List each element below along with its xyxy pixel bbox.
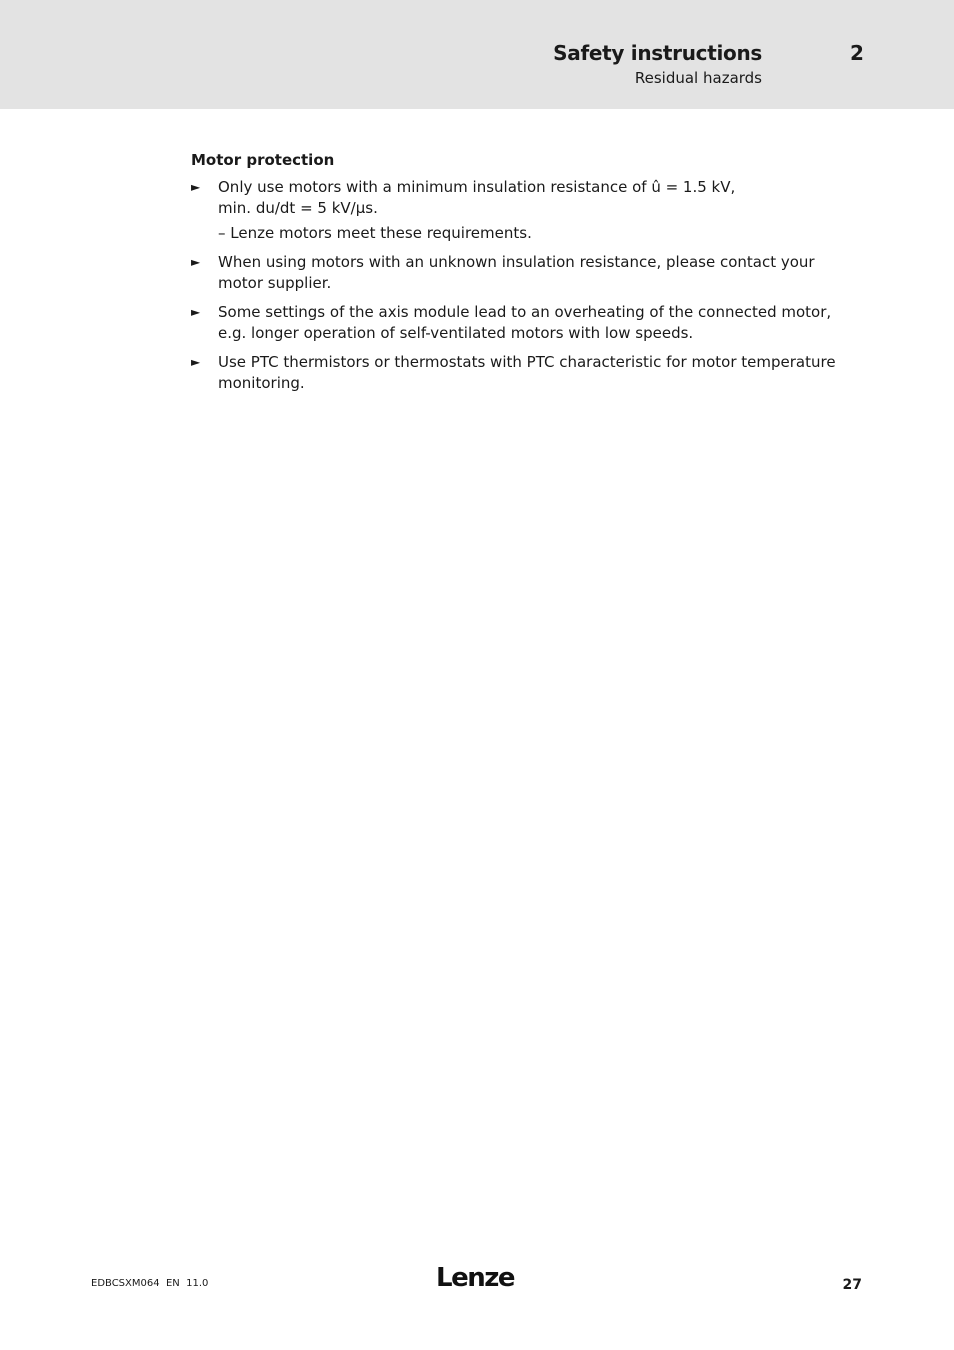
bullet-text-line: Only use motors with a minimum insulation resistance of û = 1.5 kV, bbox=[218, 178, 736, 196]
bullet-text-line: motor supplier. bbox=[218, 274, 332, 292]
lenze-logo: Lenze bbox=[436, 1263, 514, 1293]
triangle-right-icon: ► bbox=[191, 355, 201, 369]
header-band bbox=[0, 0, 954, 109]
document-id: EDBCSXM064 EN 11.0 bbox=[91, 1278, 209, 1289]
bullet-text-line: min. du/dt = 5 kV/μs. bbox=[218, 199, 378, 217]
chapter-number: 2 bbox=[850, 41, 864, 65]
section-heading: Motor protection bbox=[191, 151, 335, 169]
bullet-text-line: Use PTC thermistors or thermostats with PTC characteristic for motor temperature bbox=[218, 353, 836, 371]
list-item bbox=[191, 177, 861, 244]
chapter-title: Safety instructions bbox=[553, 41, 762, 65]
triangle-right-icon: ► bbox=[191, 255, 201, 269]
section-subtitle: Residual hazards bbox=[634, 69, 762, 87]
triangle-right-icon: ► bbox=[191, 305, 201, 319]
bullet-text-line: e.g. longer operation of self-ventilated motors with low speeds. bbox=[218, 324, 694, 342]
triangle-right-icon: ► bbox=[191, 180, 201, 194]
bullet-text-line: Some settings of the axis module lead to an overheating of the connected motor, bbox=[218, 303, 832, 321]
list-item bbox=[191, 352, 861, 394]
bullet-list bbox=[191, 177, 861, 394]
bullet-note: – Lenze motors meet these requirements. bbox=[218, 224, 532, 242]
main-content bbox=[191, 150, 861, 402]
page-number: 27 bbox=[842, 1277, 862, 1293]
list-item bbox=[191, 252, 861, 294]
bullet-text-line: When using motors with an unknown insulation resistance, please contact your bbox=[218, 253, 815, 271]
list-item bbox=[191, 302, 861, 344]
bullet-text-line: monitoring. bbox=[218, 374, 305, 392]
